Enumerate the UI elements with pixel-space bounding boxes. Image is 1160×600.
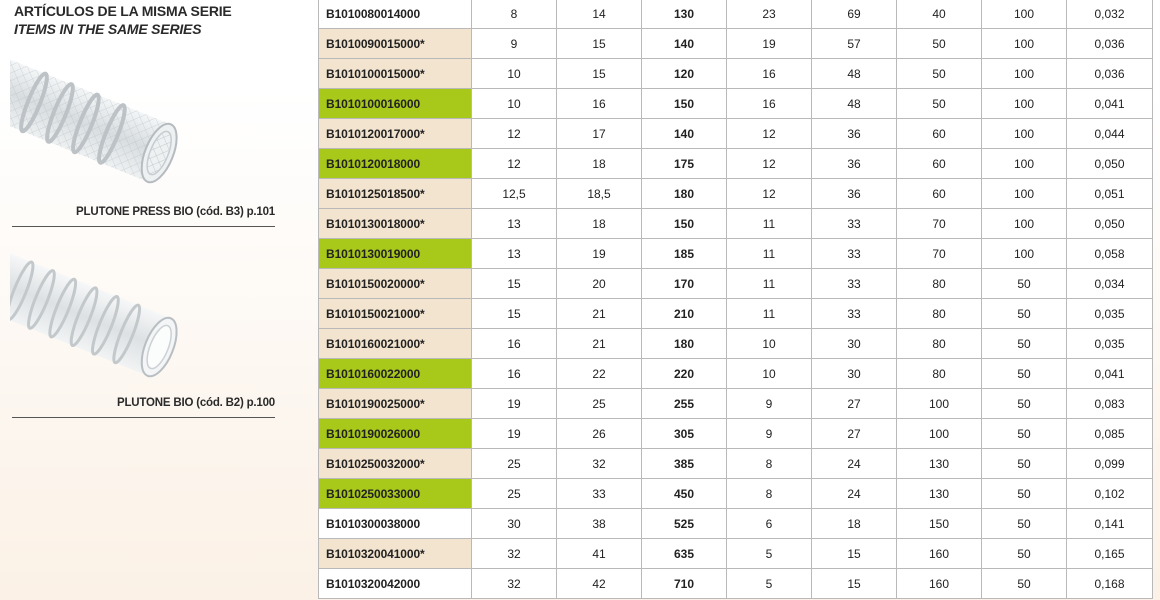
table-cell: 0,050 [1067,149,1153,179]
table-cell: 100 [897,419,982,449]
table-cell: 100 [897,389,982,419]
table-cell: 50 [897,89,982,119]
table-cell: 50 [897,59,982,89]
related-item-caption: PLUTONE BIO (cód. B2) p.100 [117,397,275,409]
plutone-bio-hose-image [10,238,180,393]
table-cell: 13 [472,209,557,239]
table-row [319,509,1153,539]
table-cell: 50 [982,329,1067,359]
article-code-cell: B1010080014000 [319,0,472,29]
table-cell: 0,083 [1067,389,1153,419]
table-row [319,119,1153,149]
article-code-cell: B1010150021000* [319,299,472,329]
table-cell: 12 [472,149,557,179]
table-row [319,149,1153,179]
article-code-cell: B1010300038000 [319,509,472,539]
table-cell: 48 [812,59,897,89]
table-cell: 10 [727,359,812,389]
table-row [319,0,1153,29]
table-cell: 0,165 [1067,539,1153,569]
table-cell: 30 [812,329,897,359]
table-cell: 0,051 [1067,179,1153,209]
table-cell: 25 [472,479,557,509]
table-cell: 22 [557,359,642,389]
table-cell: 130 [897,449,982,479]
table-cell: 100 [982,89,1067,119]
table-cell: 100 [982,29,1067,59]
table-cell: 11 [727,269,812,299]
table-cell: 50 [982,299,1067,329]
related-heading-es: ARTÍCULOS DE LA MISMA SERIE [14,3,232,19]
table-cell: 0,035 [1067,299,1153,329]
table-cell: 140 [642,119,727,149]
table-cell: 40 [897,0,982,29]
article-code-cell: B1010250032000* [319,449,472,479]
table-cell: 36 [812,179,897,209]
table-cell: 33 [812,269,897,299]
table-cell: 16 [727,89,812,119]
table-cell: 140 [642,29,727,59]
table-cell: 20 [557,269,642,299]
table-cell: 38 [557,509,642,539]
table-cell: 8 [727,479,812,509]
table-cell: 21 [557,329,642,359]
table-cell: 24 [812,479,897,509]
table-cell: 100 [982,149,1067,179]
table-cell: 70 [897,209,982,239]
table-cell: 50 [982,389,1067,419]
article-code-cell: B1010150020000* [319,269,472,299]
table-cell: 0,141 [1067,509,1153,539]
table-cell: 80 [897,269,982,299]
table-cell: 50 [982,449,1067,479]
table-cell: 8 [472,0,557,29]
table-cell: 11 [727,239,812,269]
table-row [319,419,1153,449]
table-cell: 69 [812,0,897,29]
article-code-cell: B1010130019000 [319,239,472,269]
table-cell: 0,058 [1067,239,1153,269]
table-row [319,539,1153,569]
table-cell: 150 [642,209,727,239]
table-cell: 25 [557,389,642,419]
table-cell: 18 [557,149,642,179]
table-cell: 130 [642,0,727,29]
table-cell: 15 [812,569,897,599]
article-code-cell: B1010120017000* [319,119,472,149]
table-cell: 11 [727,209,812,239]
table-cell: 100 [982,119,1067,149]
table-cell: 50 [982,509,1067,539]
table-cell: 255 [642,389,727,419]
table-row [319,449,1153,479]
article-code-cell: B1010190025000* [319,389,472,419]
table-cell: 0,050 [1067,209,1153,239]
table-cell: 9 [727,389,812,419]
table-cell: 48 [812,89,897,119]
table-cell: 50 [897,29,982,59]
table-cell: 100 [982,59,1067,89]
table-cell: 21 [557,299,642,329]
table-cell: 57 [812,29,897,59]
table-cell: 0,102 [1067,479,1153,509]
table-cell: 0,041 [1067,89,1153,119]
table-row [319,29,1153,59]
table-cell: 32 [472,539,557,569]
table-cell: 150 [642,89,727,119]
table-cell: 16 [557,89,642,119]
table-cell: 180 [642,179,727,209]
table-cell: 50 [982,419,1067,449]
table-cell: 60 [897,119,982,149]
table-cell: 6 [727,509,812,539]
related-item-caption: PLUTONE PRESS BIO (cód. B3) p.101 [76,206,275,218]
table-row [319,179,1153,209]
table-cell: 36 [812,149,897,179]
table-cell: 0,041 [1067,359,1153,389]
table-row [319,389,1153,419]
table-row [319,299,1153,329]
table-cell: 220 [642,359,727,389]
table-row [319,209,1153,239]
table-cell: 23 [727,0,812,29]
table-cell: 30 [812,359,897,389]
table-cell: 36 [812,119,897,149]
table-cell: 710 [642,569,727,599]
table-cell: 17 [557,119,642,149]
article-code-cell: B1010100016000 [319,89,472,119]
table-cell: 50 [982,479,1067,509]
table-row [319,239,1153,269]
table-row [319,269,1153,299]
table-cell: 5 [727,569,812,599]
article-code-cell: B1010320041000* [319,539,472,569]
table-cell: 0,036 [1067,29,1153,59]
table-cell: 16 [727,59,812,89]
table-cell: 9 [727,419,812,449]
table-cell: 10 [727,329,812,359]
table-cell: 450 [642,479,727,509]
table-cell: 50 [982,569,1067,599]
table-cell: 14 [557,0,642,29]
article-code-cell: B1010320042000 [319,569,472,599]
table-cell: 42 [557,569,642,599]
table-row [319,569,1153,599]
table-cell: 18 [557,209,642,239]
table-cell: 0,044 [1067,119,1153,149]
article-code-cell: B1010100015000* [319,59,472,89]
table-cell: 9 [472,29,557,59]
table-cell: 100 [982,179,1067,209]
table-cell: 24 [812,449,897,479]
table-cell: 100 [982,239,1067,269]
table-cell: 12 [472,119,557,149]
table-cell: 130 [897,479,982,509]
table-cell: 15 [557,59,642,89]
divider [12,226,275,227]
product-table [318,0,1152,599]
table-cell: 0,085 [1067,419,1153,449]
table-cell: 385 [642,449,727,479]
table-cell: 635 [642,539,727,569]
article-code-cell: B1010120018000 [319,149,472,179]
table-cell: 12,5 [472,179,557,209]
table-cell: 0,168 [1067,569,1153,599]
table-cell: 80 [897,299,982,329]
table-cell: 25 [472,449,557,479]
table-row [319,329,1153,359]
table-cell: 150 [897,509,982,539]
table-cell: 0,035 [1067,329,1153,359]
table-cell: 18 [812,509,897,539]
table-cell: 33 [812,239,897,269]
table-cell: 12 [727,179,812,209]
table-cell: 0,032 [1067,0,1153,29]
table-cell: 175 [642,149,727,179]
table-cell: 80 [897,329,982,359]
article-code-cell: B1010160021000* [319,329,472,359]
table-cell: 120 [642,59,727,89]
table-cell: 10 [472,59,557,89]
table-cell: 19 [557,239,642,269]
table-cell: 50 [982,269,1067,299]
table-cell: 15 [472,269,557,299]
table-row [319,479,1153,509]
article-code-cell: B1010160022000 [319,359,472,389]
table-cell: 15 [557,29,642,59]
article-code-cell: B1010250033000 [319,479,472,509]
related-heading-en: ITEMS IN THE SAME SERIES [14,21,202,37]
table-cell: 5 [727,539,812,569]
table-cell: 50 [982,359,1067,389]
table-cell: 33 [557,479,642,509]
table-cell: 12 [727,119,812,149]
table-cell: 16 [472,329,557,359]
article-code-cell: B1010090015000* [319,29,472,59]
table-cell: 170 [642,269,727,299]
divider [12,417,275,418]
plutone-press-bio-hose-image [10,44,180,199]
table-cell: 0,034 [1067,269,1153,299]
table-cell: 70 [897,239,982,269]
article-code-cell: B1010130018000* [319,209,472,239]
table-cell: 0,099 [1067,449,1153,479]
table-cell: 16 [472,359,557,389]
table-cell: 11 [727,299,812,329]
article-code-cell: B1010125018500* [319,179,472,209]
table-cell: 100 [982,209,1067,239]
table-cell: 33 [812,299,897,329]
table-cell: 305 [642,419,727,449]
table-cell: 50 [982,539,1067,569]
table-cell: 80 [897,359,982,389]
table-cell: 100 [982,0,1067,29]
table-cell: 26 [557,419,642,449]
table-cell: 32 [557,449,642,479]
related-items-panel [0,0,300,600]
table-cell: 210 [642,299,727,329]
table-cell: 8 [727,449,812,479]
table-cell: 180 [642,329,727,359]
table-cell: 185 [642,239,727,269]
table-cell: 27 [812,419,897,449]
table-cell: 32 [472,569,557,599]
table-row [319,89,1153,119]
table-cell: 33 [812,209,897,239]
table-cell: 19 [727,29,812,59]
table-cell: 15 [812,539,897,569]
table-cell: 41 [557,539,642,569]
table-cell: 12 [727,149,812,179]
table-cell: 30 [472,509,557,539]
article-code-cell: B1010190026000 [319,419,472,449]
table-cell: 60 [897,149,982,179]
table-cell: 10 [472,89,557,119]
table-cell: 160 [897,569,982,599]
table-cell: 19 [472,419,557,449]
table-row [319,59,1153,89]
table-cell: 19 [472,389,557,419]
table-cell: 13 [472,239,557,269]
table-cell: 15 [472,299,557,329]
table-cell: 27 [812,389,897,419]
table-row [319,359,1153,389]
table-cell: 60 [897,179,982,209]
table-cell: 18,5 [557,179,642,209]
table-cell: 160 [897,539,982,569]
table-cell: 0,036 [1067,59,1153,89]
table-cell: 525 [642,509,727,539]
